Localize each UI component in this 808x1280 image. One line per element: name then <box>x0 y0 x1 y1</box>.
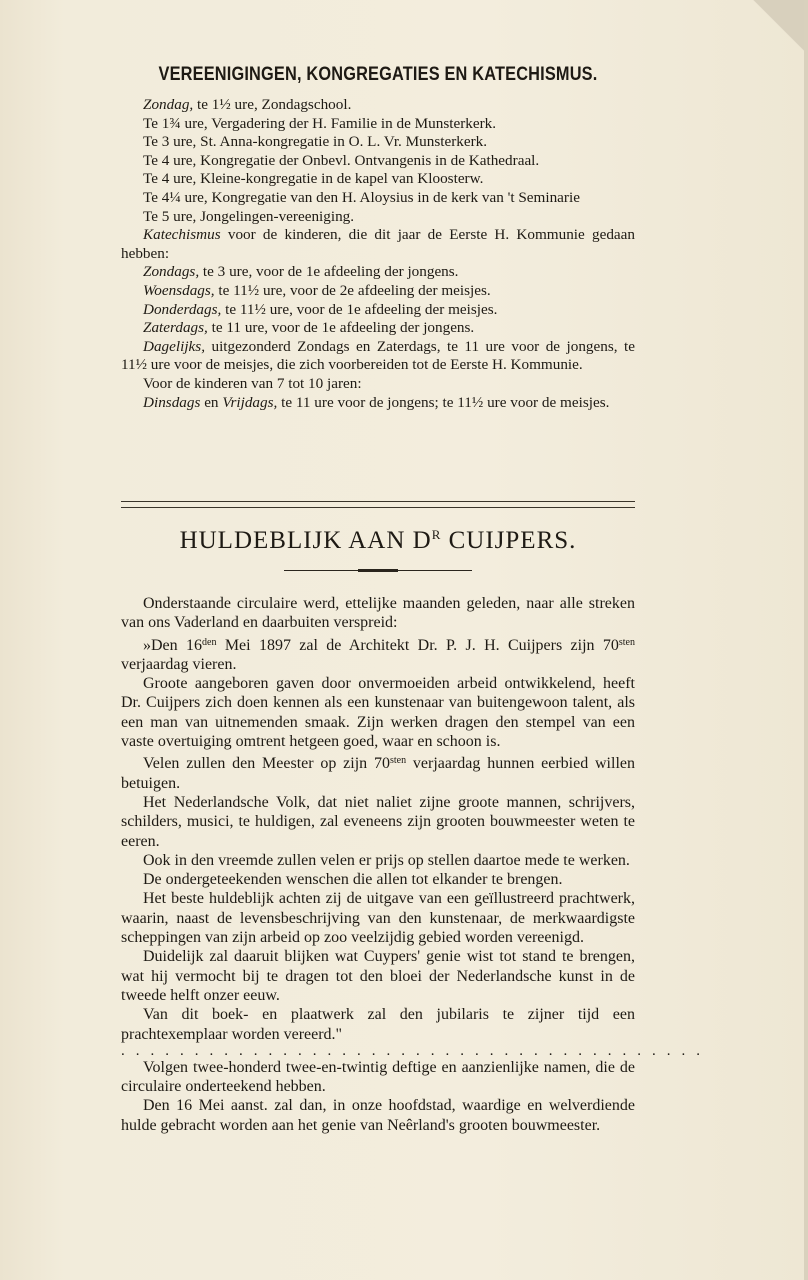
section-title-verenigingen: VEREENIGINGEN, KONGREGATIES EN KATECHISMUS. <box>158 64 598 85</box>
paragraph-volk: Het Nederlandsche Volk, dat niet naliet zijne groote mannen, schrijvers, schilders, musici, te huldigen, zal eveneens zijn grooten bouwmeester weten te eeren. <box>121 793 635 850</box>
paragraph-groote: Groote aangeboren gaven door onvermoeiden arbeid ontwikkelend, heeft Dr. Cuijpers zich doen kennen als een kunstenaar van buitengewoon talent, als een man van uitnemenden smaak. Zijn werken dragen den stempel van een vaste overtuiging omtrent hetgeen goed, waar en schoon is. <box>121 675 635 751</box>
paragraph-volgen: Volgen twee-honderd twee-en-twintig deftige en aanzienlijke namen, die de circulaire onderteekend hebben. <box>121 1058 635 1096</box>
schedule-line: Te 4 ure, Kongregatie der Onbevl. Ontvangenis in de Kathedraal. <box>143 151 540 169</box>
section-title-huldeblijk: HULDEBLIJK AAN $D^R$ CUIJPERS. <box>179 527 577 554</box>
folded-corner <box>748 0 808 60</box>
paragraph-velen: Velen zullen den Meester op zijn $70^{sten}$ verjaardag hunnen eerbied willen betuigen. <box>121 755 635 792</box>
schedule-line: Te 4¼ ure, Kongregatie van den H. Aloysius in de kerk van 't Seminarie <box>143 188 580 206</box>
schedule-line: Zondags, te 3 ure, voor de 1e afdeeling der jongens. <box>143 263 459 281</box>
schedule-line: Te 5 ure, Jongelingen-vereeniging. <box>143 207 355 225</box>
schedule-line: Te 1¾ ure, Vergadering der H. Familie in de Munsterkerk. <box>143 114 497 132</box>
schedule-line: Te 4 ure, Kleine-kongregatie in de kapel van Kloosterw. <box>143 170 484 188</box>
double-rule-divider <box>121 501 635 508</box>
paragraph-den: Den 16 Mei aanst. zal dan, in onze hoofdstad, waardige en welverdiende hulde gebracht worden aan het genie van Neêrland's grooten bouwmeester. <box>121 1097 635 1134</box>
dotted-separator: ........................................ <box>121 1042 711 1059</box>
schedule-line: Dagelijks, uitgezonderd Zondags en Zaterdags, te 11 ure voor de jongens, te 11½ ure voor de meisjes, die zich voorbereiden tot de Eerste H. Kommunie. <box>121 337 635 374</box>
ornamental-rule <box>284 569 472 572</box>
paragraph-quote-start: »Den $16^{den}$ Mei 1897 zal de Architekt Dr. P. J. H. Cuijpers zijn $70^{sten}$ verjaardag vieren. <box>121 636 635 673</box>
schedule-line: Te 3 ure, St. Anna-kongregatie in O. L. Vr. Munsterkerk. <box>143 133 488 151</box>
schedule-line: Dinsdags en Vrijdags, te 11 ure voor de jongens; te 11½ ure voor de meisjes. <box>143 393 610 411</box>
paragraph-duidelijk: Duidelijk zal daaruit blijken wat Cuypers' genie wist tot stand te brengen, wat hij vermocht bij te dragen tot den bloei der Nederlandsche kunst in de tweede helft onzer eeuw. <box>121 948 635 1004</box>
paragraph-ook: Ook in den vreemde zullen velen er prijs op stellen daartoe mede te werken. <box>143 851 630 869</box>
schedule-line: Zaterdags, te 11 ure, voor de 1e afdeeling der jongens. <box>143 319 475 337</box>
paragraph-boek: Van dit boek- en plaatwerk zal den jubilaris te zijner tijd een prachtexemplaar worden vereerd." <box>121 1006 635 1043</box>
schedule-line: Voor de kinderen van 7 tot 10 jaren: <box>143 374 362 392</box>
schedule-line: Donderdags, te 11½ ure, voor de 1e afdeeling der meisjes. <box>143 300 498 318</box>
article-body <box>121 594 711 1135</box>
paragraph-beste: Het beste huldeblijk achten zij de uitgave van een geïllustreerd prachtwerk, waarin, naast de levensbeschrijving van den kunstenaar, de merkwaardigste scheppingen van zijn arbeid op zoo veelzijdig gebied worden vereenigd. <box>121 890 635 947</box>
schedule-line: Zondag, te 1½ ure, Zondagschool. <box>143 96 352 113</box>
schedule-block <box>121 96 635 412</box>
paragraph-ondergeteekenden: De ondergeteekenden wenschen die allen tot elkander te brengen. <box>143 871 563 889</box>
paragraph-intro: Onderstaande circulaire werd, ettelijke maanden geleden, naar alle streken van ons Vaderland en daarbuiten verspreid: <box>121 595 635 632</box>
schedule-line: Katechismus voor de kinderen, die dit jaar de Eerste H. Kommunie gedaan hebben: <box>121 226 635 262</box>
page-edge <box>804 0 808 1280</box>
schedule-line: Woensdags, te 11½ ure, voor de 2e afdeeling der meisjes. <box>143 281 491 299</box>
